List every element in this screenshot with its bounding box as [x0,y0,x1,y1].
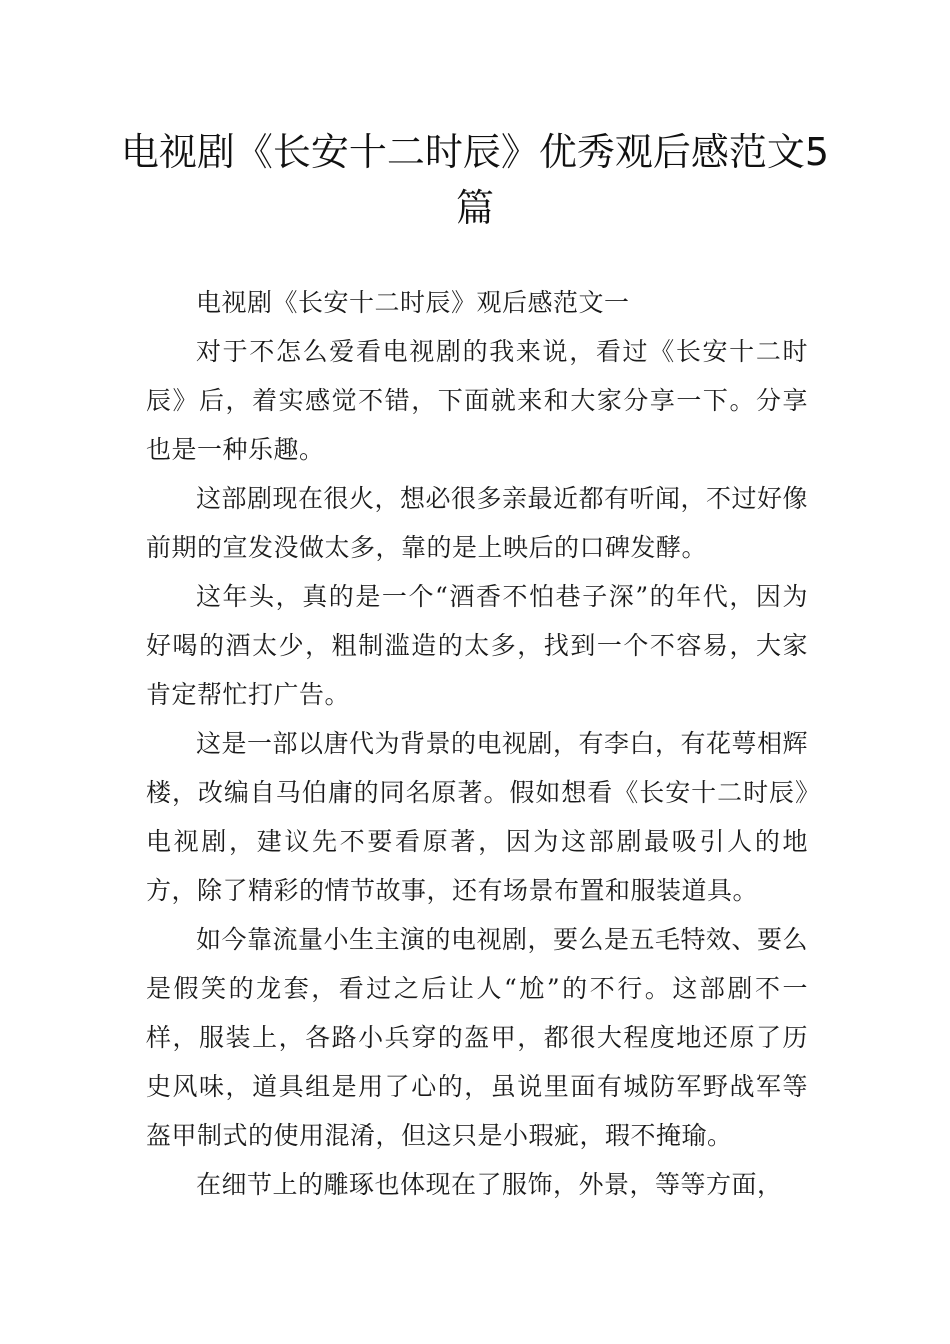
section-heading: 电视剧《长安十二时辰》观后感范文一 [196,288,630,317]
paragraph: 在细节上的雕琢也体现在了服饰，外景，等等方面， [196,1170,783,1199]
paragraph: 这年头，真的是一个“酒香不怕巷子深”的年代，因为好喝的酒太少，粗制滥造的太多，找到一个不容易，大家肯定帮忙打广告。 [146,582,808,709]
paragraph: 对于不怎么爱看电视剧的我来说，看过《长安十二时辰》后，着实感觉不错，下面就来和大家分享一下。分享也是一种乐趣。 [146,337,808,464]
paragraph: 这部剧现在很火，想必很多亲最近都有听闻，不过好像前期的宣发没做太多，靠的是上映后的口碑发酵。 [146,484,809,562]
paragraph: 如今靠流量小生主演的电视剧，要么是五毛特效、要么是假笑的龙套，看过之后让人“尬”的不行。这部剧不一样，服装上，各路小兵穿的盔甲，都很大程度地还原了历史风味，道具组是用了心的，虽说里面有城防军野战军等盔甲制式的使用混淆，但这只是小瑕疵，瑕不掩瑜。 [146,925,809,1150]
paragraph: 这是一部以唐代为背景的电视剧，有李白，有花萼相辉楼，改编自马伯庸的同名原著。假如想看《长安十二时辰》电视剧，建议先不要看原著，因为这部剧最吸引人的地方，除了精彩的情节故事，还有场景布置和服装道具。 [146,729,809,905]
document-body [146,278,808,1209]
document-title: 电视剧《长安十二时辰》优秀观后感范文5篇 [120,130,830,230]
